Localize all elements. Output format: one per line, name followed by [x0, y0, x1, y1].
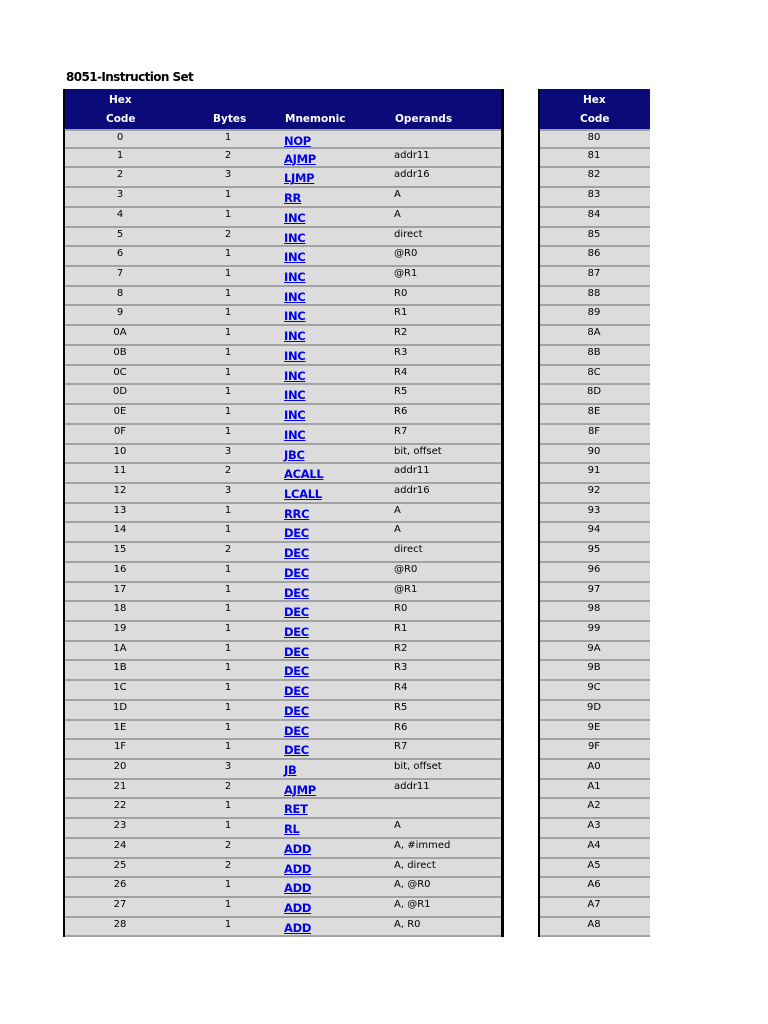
table-row — [540, 819, 650, 839]
mnemonic-link[interactable]: DEC — [284, 644, 309, 659]
mnemonic-link[interactable]: DEC — [284, 684, 309, 699]
bytes-cell: 1 — [224, 622, 232, 634]
table-row — [65, 228, 501, 248]
operands-cell: A, #immed — [394, 839, 451, 851]
hex-code-cell: 24 — [113, 839, 127, 851]
table-row — [65, 543, 501, 563]
hex-code-cell: 85 — [587, 228, 601, 240]
hex-code-cell: 99 — [587, 622, 601, 634]
hex-code-cell: A1 — [587, 780, 601, 792]
table-row — [65, 661, 501, 681]
bytes-cell: 1 — [224, 425, 232, 437]
operands-cell: R4 — [394, 682, 408, 694]
operands-cell: A — [394, 189, 401, 201]
operands-cell: bit, offset — [394, 445, 442, 457]
hex-code-cell: 7 — [116, 268, 124, 280]
table-row — [65, 129, 501, 149]
mnemonic-link[interactable]: INC — [284, 289, 306, 304]
hex-code-cell: 21 — [113, 780, 127, 792]
hex-code-cell: 16 — [113, 563, 127, 575]
table-row — [65, 799, 501, 819]
table-row — [65, 523, 501, 543]
table-row — [65, 346, 501, 366]
table-row — [540, 760, 650, 780]
hex-code-cell: 8A — [587, 327, 601, 339]
hex-code-cell: 82 — [587, 169, 601, 181]
header-hex-continued: Hex — [583, 94, 606, 106]
mnemonic-link[interactable]: DEC — [284, 743, 309, 758]
hex-code-cell: A3 — [587, 820, 601, 832]
hex-code-cell: 90 — [587, 445, 601, 457]
hex-code-cell: 91 — [587, 465, 601, 477]
operands-cell: addr11 — [394, 149, 430, 161]
mnemonic-link[interactable]: RET — [284, 802, 308, 817]
table-row — [65, 366, 501, 386]
bytes-cell: 3 — [224, 484, 232, 496]
hex-code-cell: 19 — [113, 622, 127, 634]
hex-code-cell: 98 — [587, 603, 601, 615]
hex-code-cell: 5 — [116, 228, 124, 240]
bytes-cell: 2 — [224, 228, 232, 240]
instruction-table-continued — [538, 89, 650, 937]
hex-code-cell: 10 — [113, 445, 127, 457]
table-row — [65, 898, 501, 918]
table-header-continued — [540, 89, 650, 129]
mnemonic-link[interactable]: DEC — [284, 624, 309, 639]
bytes-cell: 1 — [224, 386, 232, 398]
hex-code-cell: A7 — [587, 899, 601, 911]
table-row — [540, 504, 650, 524]
hex-code-cell: 84 — [587, 208, 601, 220]
table-row — [540, 602, 650, 622]
hex-code-cell: 1C — [113, 682, 127, 694]
table-row — [65, 504, 501, 524]
bytes-cell: 1 — [224, 248, 232, 260]
mnemonic-link[interactable]: INC — [284, 329, 306, 344]
table-row — [540, 918, 650, 938]
table-row — [540, 484, 650, 504]
table-row — [65, 721, 501, 741]
bytes-cell: 1 — [224, 327, 232, 339]
instruction-table — [63, 89, 504, 937]
table-row — [540, 385, 650, 405]
mnemonic-link[interactable]: AJMP — [284, 782, 316, 797]
bytes-cell: 1 — [224, 208, 232, 220]
hex-code-cell: 0D — [112, 386, 128, 398]
operands-cell: addr11 — [394, 780, 430, 792]
mnemonic-link[interactable]: RR — [284, 191, 302, 206]
hex-code-cell: A2 — [587, 800, 601, 812]
mnemonic-link[interactable]: DEC — [284, 546, 309, 561]
table-row — [540, 129, 650, 149]
operands-cell: A, direct — [394, 859, 436, 871]
table-row — [540, 799, 650, 819]
bytes-cell: 1 — [224, 662, 232, 674]
table-row — [540, 425, 650, 445]
operands-cell: addr11 — [394, 465, 430, 477]
operands-cell: A — [394, 524, 401, 536]
hex-code-cell: 13 — [113, 504, 127, 516]
table-row — [65, 878, 501, 898]
table-row — [540, 464, 650, 484]
mnemonic-link[interactable]: AJMP — [284, 151, 316, 166]
hex-code-cell: 1B — [113, 662, 127, 674]
operands-cell: A — [394, 820, 401, 832]
hex-code-cell: 0 — [116, 132, 124, 143]
hex-code-cell: 0C — [113, 366, 127, 378]
table-row — [65, 425, 501, 445]
operands-cell: addr16 — [394, 484, 430, 496]
table-row — [540, 247, 650, 267]
bytes-cell: 1 — [224, 583, 232, 595]
operands-cell: @R1 — [394, 268, 418, 280]
header-code-continued: Code — [580, 113, 610, 125]
bytes-cell: 2 — [224, 465, 232, 477]
hex-code-cell: 23 — [113, 820, 127, 832]
mnemonic-link[interactable]: INC — [284, 427, 306, 442]
mnemonic-link[interactable]: INC — [284, 270, 306, 285]
table-row — [540, 523, 650, 543]
hex-code-cell: A8 — [587, 918, 601, 930]
hex-code-cell: 4 — [116, 208, 124, 220]
hex-code-cell: 9 — [116, 307, 124, 319]
hex-code-cell: 11 — [113, 465, 127, 477]
table-row — [65, 385, 501, 405]
hex-code-cell: 1D — [112, 701, 128, 713]
hex-code-cell: 18 — [113, 603, 127, 615]
table-row — [540, 346, 650, 366]
bytes-cell: 1 — [224, 899, 232, 911]
hex-code-cell: 25 — [113, 859, 127, 871]
mnemonic-link[interactable]: DEC — [284, 585, 309, 600]
table-row — [540, 188, 650, 208]
mnemonic-link[interactable]: NOP — [284, 134, 311, 148]
operands-cell: R2 — [394, 327, 408, 339]
table-row — [540, 563, 650, 583]
mnemonic-link[interactable]: ADD — [284, 901, 312, 916]
table-row — [540, 898, 650, 918]
table-row — [540, 149, 650, 169]
table-row — [540, 839, 650, 859]
table-row — [540, 859, 650, 879]
bytes-cell: 2 — [224, 839, 232, 851]
operands-cell: A — [394, 504, 401, 516]
hex-code-cell: 87 — [587, 268, 601, 280]
bytes-cell: 1 — [224, 189, 232, 201]
hex-code-cell: 86 — [587, 248, 601, 260]
table-row — [65, 701, 501, 721]
table-row — [65, 819, 501, 839]
table-row — [65, 760, 501, 780]
operands-cell: R3 — [394, 662, 408, 674]
hex-code-cell: 8D — [586, 386, 602, 398]
bytes-cell: 1 — [224, 741, 232, 753]
table-row — [540, 326, 650, 346]
operands-cell: R4 — [394, 366, 408, 378]
operands-cell: R2 — [394, 642, 408, 654]
hex-code-cell: 92 — [587, 484, 601, 496]
table-row — [65, 445, 501, 465]
hex-code-cell: A4 — [587, 839, 601, 851]
table-row — [65, 583, 501, 603]
table-row — [540, 366, 650, 386]
hex-code-cell: 9E — [587, 721, 601, 733]
hex-code-cell: 88 — [587, 287, 601, 299]
table-row — [540, 701, 650, 721]
bytes-cell: 2 — [224, 859, 232, 871]
table-row — [65, 918, 501, 938]
table-row — [540, 445, 650, 465]
table-row — [65, 405, 501, 425]
hex-code-cell: 89 — [587, 307, 601, 319]
hex-code-cell: 12 — [113, 484, 127, 496]
bytes-cell: 1 — [224, 287, 232, 299]
bytes-cell: 1 — [224, 721, 232, 733]
table-row — [65, 622, 501, 642]
hex-code-cell: 22 — [113, 800, 127, 812]
mnemonic-link[interactable]: JBC — [284, 447, 305, 462]
hex-code-cell: 8B — [587, 346, 601, 358]
table-row — [65, 247, 501, 267]
hex-code-cell: 8C — [587, 366, 601, 378]
operands-cell: @R1 — [394, 583, 418, 595]
bytes-cell: 1 — [224, 879, 232, 891]
hex-code-cell: 1 — [116, 149, 124, 161]
bytes-cell: 1 — [224, 603, 232, 615]
mnemonic-link[interactable]: DEC — [284, 723, 309, 738]
table-row — [540, 543, 650, 563]
mnemonic-link[interactable]: ADD — [284, 841, 312, 856]
table-row — [540, 267, 650, 287]
hex-code-cell: 8E — [587, 406, 601, 418]
table-header — [65, 89, 501, 129]
operands-cell: R6 — [394, 406, 408, 418]
mnemonic-link[interactable]: RL — [284, 822, 300, 837]
table-row — [540, 168, 650, 188]
hex-code-cell: 9F — [587, 741, 601, 753]
table-row — [540, 681, 650, 701]
hex-code-cell: 9D — [586, 701, 602, 713]
page-title: 8051-Instruction Set — [66, 70, 194, 84]
bytes-cell: 2 — [224, 780, 232, 792]
table-row — [65, 681, 501, 701]
operands-cell: @R0 — [394, 563, 418, 575]
table-row — [65, 464, 501, 484]
hex-code-cell: A6 — [587, 879, 601, 891]
table-row — [65, 780, 501, 800]
table-row — [540, 661, 650, 681]
mnemonic-link[interactable]: DEC — [284, 605, 309, 620]
table-row — [540, 208, 650, 228]
bytes-cell: 1 — [224, 800, 232, 812]
bytes-cell: 2 — [224, 544, 232, 556]
table-row — [65, 208, 501, 228]
hex-code-cell: 83 — [587, 189, 601, 201]
bytes-cell: 1 — [224, 346, 232, 358]
bytes-cell: 1 — [224, 366, 232, 378]
table-row — [540, 306, 650, 326]
table-row — [540, 228, 650, 248]
mnemonic-link[interactable]: JB — [284, 763, 297, 777]
table-row — [65, 839, 501, 859]
hex-code-cell: 96 — [587, 563, 601, 575]
operands-cell: direct — [394, 228, 423, 240]
bytes-cell: 1 — [224, 918, 232, 930]
table-row — [65, 149, 501, 169]
bytes-cell: 1 — [224, 642, 232, 654]
operands-cell: direct — [394, 544, 423, 556]
hex-code-cell: 28 — [113, 918, 127, 930]
mnemonic-link[interactable]: ADD — [284, 881, 312, 896]
hex-code-cell: 0F — [113, 425, 127, 437]
table-row — [540, 780, 650, 800]
header-bytes: Bytes — [213, 113, 247, 125]
hex-code-cell: 97 — [587, 583, 601, 595]
hex-code-cell: 9B — [587, 662, 601, 674]
bytes-cell: 2 — [224, 149, 232, 161]
hex-code-cell: 9A — [587, 642, 601, 654]
bytes-cell: 3 — [224, 445, 232, 457]
mnemonic-link[interactable]: LCALL — [284, 486, 322, 501]
operands-cell: R1 — [394, 307, 408, 319]
table-row — [65, 188, 501, 208]
bytes-cell: 1 — [224, 268, 232, 280]
hex-code-cell: 1E — [113, 721, 127, 733]
mnemonic-link[interactable]: INC — [284, 250, 306, 265]
table-row — [65, 306, 501, 326]
operands-cell: A — [394, 208, 401, 220]
bytes-cell: 1 — [224, 701, 232, 713]
operands-cell: addr16 — [394, 169, 430, 181]
operands-cell: A, R0 — [394, 918, 421, 930]
hex-code-cell: 3 — [116, 189, 124, 201]
hex-code-cell: 81 — [587, 149, 601, 161]
hex-code-cell: 1F — [113, 741, 127, 753]
hex-code-cell: 0E — [113, 406, 127, 418]
mnemonic-link[interactable]: DEC — [284, 565, 309, 580]
hex-code-cell: 1A — [113, 642, 127, 654]
operands-cell: R3 — [394, 346, 408, 358]
operands-cell: R5 — [394, 386, 408, 398]
bytes-cell: 1 — [224, 406, 232, 418]
operands-cell: R0 — [394, 287, 408, 299]
table-row — [65, 287, 501, 307]
operands-cell: R7 — [394, 741, 408, 753]
table-row — [540, 740, 650, 760]
hex-code-cell: 14 — [113, 524, 127, 536]
mnemonic-link[interactable]: INC — [284, 388, 306, 403]
bytes-cell: 1 — [224, 524, 232, 536]
hex-code-cell: 17 — [113, 583, 127, 595]
bytes-cell: 3 — [224, 761, 232, 772]
header-code: Code — [106, 113, 136, 125]
operands-cell: bit, offset — [394, 761, 442, 772]
table-row — [65, 859, 501, 879]
mnemonic-link[interactable]: ACALL — [284, 467, 324, 482]
mnemonic-link[interactable]: DEC — [284, 664, 309, 679]
hex-code-cell: 9C — [587, 682, 601, 694]
table-row — [65, 602, 501, 622]
mnemonic-link[interactable]: ADD — [284, 920, 312, 935]
hex-code-cell: A0 — [587, 761, 601, 772]
hex-code-cell: 93 — [587, 504, 601, 516]
table-row — [540, 622, 650, 642]
hex-code-cell: 94 — [587, 524, 601, 536]
table-row — [540, 642, 650, 662]
table-row — [65, 326, 501, 346]
table-body — [65, 129, 501, 937]
table-row — [540, 583, 650, 603]
operands-cell: @R0 — [394, 248, 418, 260]
table-row — [540, 405, 650, 425]
hex-code-cell: 8F — [587, 425, 601, 437]
mnemonic-link[interactable]: INC — [284, 348, 306, 363]
hex-code-cell: 20 — [113, 761, 127, 772]
header-operands: Operands — [395, 113, 453, 125]
mnemonic-link[interactable]: INC — [284, 309, 306, 324]
operands-cell: R7 — [394, 425, 408, 437]
mnemonic-link[interactable]: RRC — [284, 506, 310, 521]
operands-cell: A, @R0 — [394, 879, 431, 891]
hex-code-cell: 6 — [116, 248, 124, 260]
header-mnemonic: Mnemonic — [285, 113, 346, 125]
mnemonic-link[interactable]: ADD — [284, 861, 312, 876]
hex-code-cell: A5 — [587, 859, 601, 871]
mnemonic-link[interactable]: INC — [284, 230, 306, 245]
table-row — [540, 721, 650, 741]
bytes-cell: 1 — [224, 504, 232, 516]
hex-code-cell: 26 — [113, 879, 127, 891]
table-row — [540, 287, 650, 307]
operands-cell: A, @R1 — [394, 899, 431, 911]
table-row — [540, 878, 650, 898]
hex-code-cell: 0B — [113, 346, 127, 358]
hex-code-cell: 0A — [113, 327, 127, 339]
bytes-cell: 1 — [224, 132, 232, 143]
bytes-cell: 1 — [224, 820, 232, 832]
mnemonic-link[interactable]: INC — [284, 408, 306, 423]
mnemonic-link[interactable]: LJMP — [284, 171, 315, 186]
mnemonic-link[interactable]: DEC — [284, 526, 309, 541]
hex-code-cell: 95 — [587, 544, 601, 556]
bytes-cell: 1 — [224, 682, 232, 694]
operands-cell: R6 — [394, 721, 408, 733]
operands-cell: R0 — [394, 603, 408, 615]
bytes-cell: 1 — [224, 563, 232, 575]
table-row — [65, 484, 501, 504]
hex-code-cell: 27 — [113, 899, 127, 911]
table-row — [65, 168, 501, 188]
hex-code-cell: 2 — [116, 169, 124, 181]
operands-cell: R1 — [394, 622, 408, 634]
table-body-continued — [540, 129, 650, 937]
hex-code-cell: 15 — [113, 544, 127, 556]
header-hex: Hex — [109, 94, 132, 106]
operands-cell: R5 — [394, 701, 408, 713]
bytes-cell: 1 — [224, 307, 232, 319]
table-row — [65, 740, 501, 760]
mnemonic-link[interactable]: DEC — [284, 703, 309, 718]
mnemonic-link[interactable]: INC — [284, 210, 306, 225]
table-row — [65, 267, 501, 287]
hex-code-cell: 8 — [116, 287, 124, 299]
table-row — [65, 563, 501, 583]
table-row — [65, 642, 501, 662]
mnemonic-link[interactable]: INC — [284, 368, 306, 383]
hex-code-cell: 80 — [587, 132, 601, 143]
bytes-cell: 3 — [224, 169, 232, 181]
